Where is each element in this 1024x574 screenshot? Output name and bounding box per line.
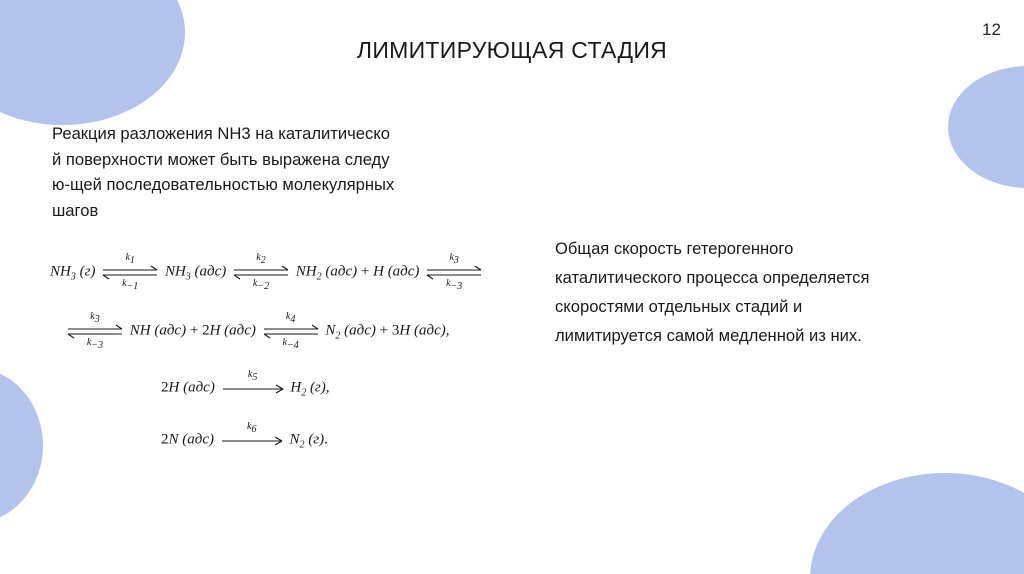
decor-circle-right xyxy=(948,66,1024,188)
decor-circle-left xyxy=(0,368,43,523)
summary-line: скоростями отдельных стадий и xyxy=(555,297,803,316)
reversible-arrow: $k_4$ $k_{-4}$ xyxy=(262,319,320,343)
reversible-arrow: $k_1$ $k_{-1}$ xyxy=(101,260,159,284)
intro-line: й поверхности может быть выражена следу xyxy=(52,149,390,169)
summary-line: каталитического процесса определяется xyxy=(555,268,870,287)
intro-text xyxy=(52,121,492,223)
summary-line: Общая скорость гетерогенного xyxy=(555,239,794,258)
equation-3: 2H (адс) $k_5$ $H_2$ (г), xyxy=(161,369,330,399)
slide-title: ЛИМИТИРУЮЩАЯ СТАДИЯ xyxy=(356,37,668,63)
forward-arrow: $k_5$ xyxy=(221,377,285,399)
summary-line: лимитируется самой медленной из них. xyxy=(555,326,862,345)
equation-4: 2N (адс) $k_6$ $N_2$ (г). xyxy=(161,421,328,451)
reversible-arrow: $k_3$ $k_{-3}$ xyxy=(66,319,124,343)
intro-line: шагов xyxy=(52,200,99,220)
summary-text xyxy=(555,234,975,350)
equation-1: $NH_3$ (г) $k_1$ $k_{-1}$ $NH_3$ (адс) $k_2$ $k_{-2}$ $NH_2$ (адс) + H (адс) $k_3$ $k_{-3}$ xyxy=(50,260,485,284)
intro-line: Реакция разложения NH3 на каталитическо xyxy=(52,124,390,143)
intro-line: ю-щей последовательностью молекулярных xyxy=(52,175,395,194)
equation-2: $k_3$ $k_{-3}$ NH (адс) + 2H (адс) $k_4$ $k_{-4}$ $N_2$ (адс) + 3H (адс), xyxy=(64,319,449,343)
decor-circle-bottom-right xyxy=(810,473,1024,574)
reversible-arrow: $k_3$ $k_{-3}$ xyxy=(425,260,483,284)
page-number: 12 xyxy=(982,20,1001,39)
forward-arrow: $k_6$ xyxy=(220,429,284,451)
reversible-arrow: $k_2$ $k_{-2}$ xyxy=(232,260,290,284)
